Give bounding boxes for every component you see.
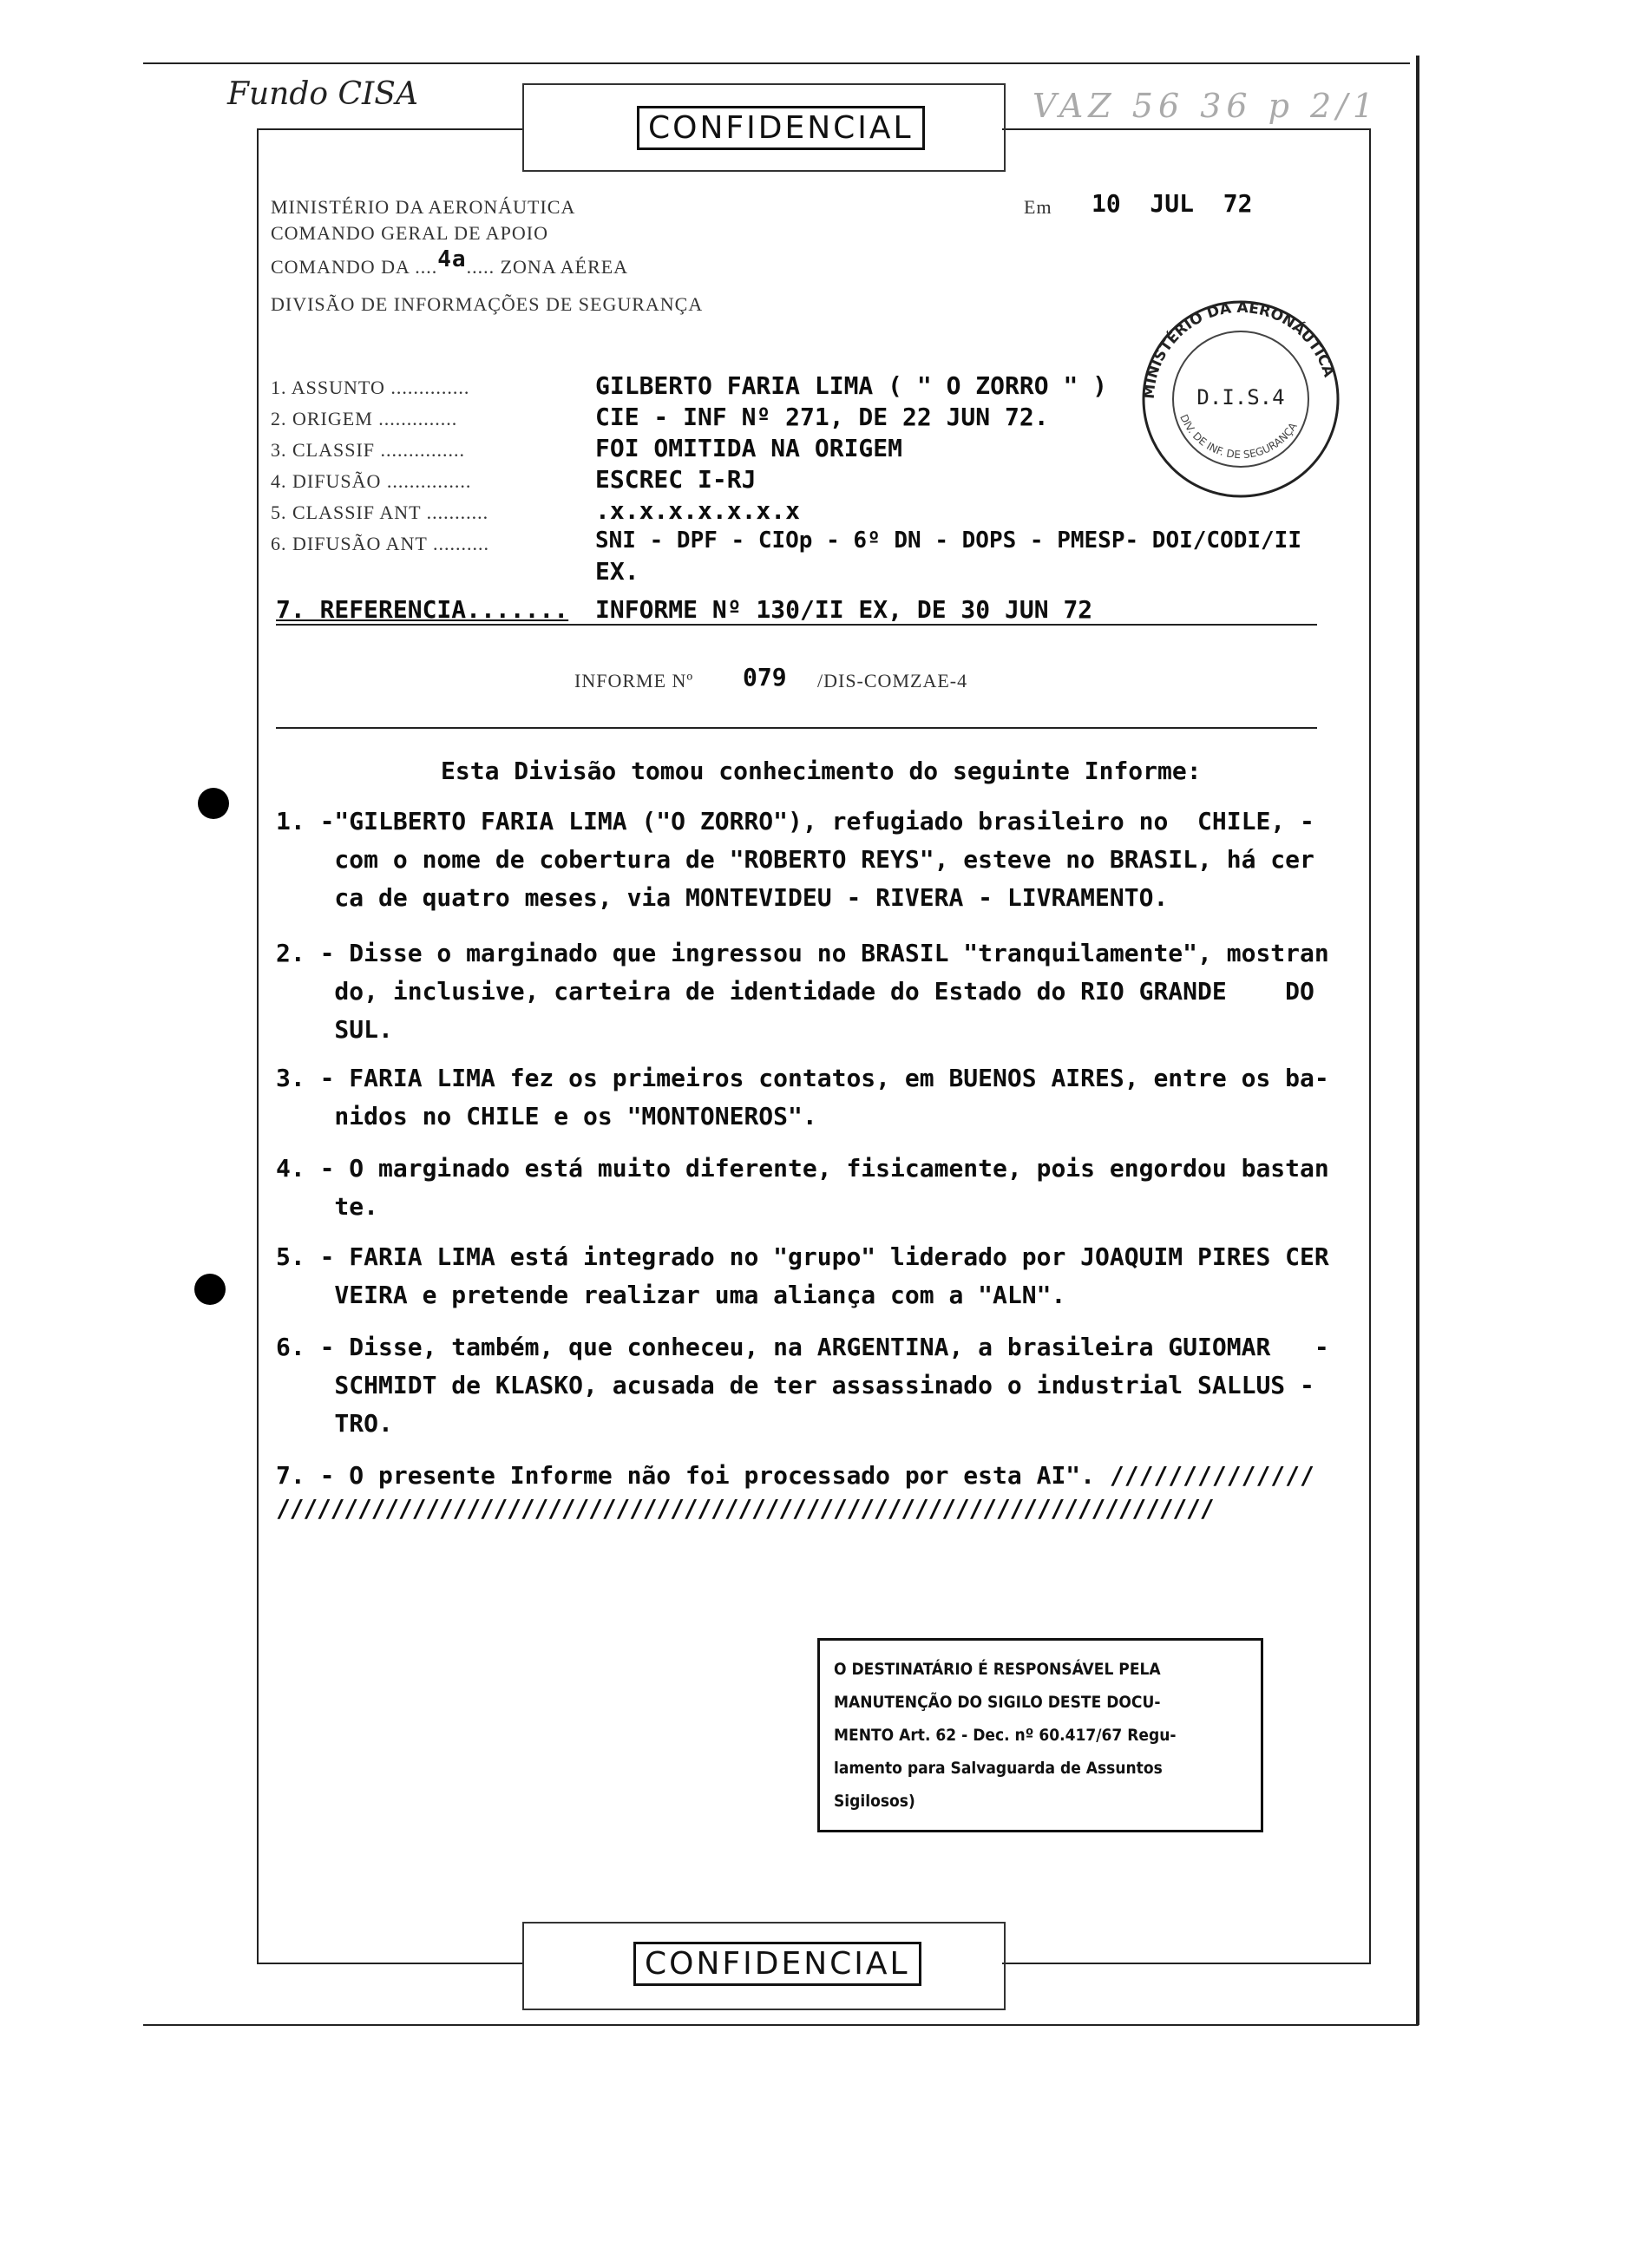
body-line: nidos no CHILE e os "MONTONEROS". [276,1102,817,1130]
body-line: 5. - FARIA LIMA está integrado no "grupo" liderado por JOAQUIM PIRES CER [276,1242,1329,1271]
reference-underline [276,624,1317,626]
seal-bottom-text: DIV. DE INF. DE SEGURANÇA [1177,412,1300,462]
body-line: ca de quatro meses, via MONTEVIDEU - RIVERA - LIVRAMENTO. [276,883,1169,912]
informe-divider [276,727,1317,729]
frame-top-left [257,128,522,130]
header-zone-number: 4a [437,246,467,272]
header-division: DIVISÃO DE INFORMAÇÕES DE SEGURANÇA [271,293,704,315]
field-label-prev-classification: 5. CLASSIF ANT ........... [271,501,489,523]
body-line: TRO. [276,1409,393,1438]
confidential-stamp-bottom: CONFIDENCIAL [633,1942,921,1986]
body-line: 2. - Disse o marginado que ingressou no BRASIL "tranquilamente", mostran [276,939,1329,967]
informe-label: INFORME Nº [574,670,694,691]
notice-line: MANUTENÇÃO DO SIGILO DESTE DOCU- [834,1693,1161,1712]
body-line: ///////////////////////////////////////////////////////////////////// [276,1494,1214,1523]
frame-left [257,128,259,1963]
confidential-stamp-top: CONFIDENCIAL [637,106,925,150]
body-line: 7. - O presente Informe não foi processado por esta AI". ////////////// [276,1461,1314,1490]
informe-number: 079 [743,663,787,691]
body-line: do, inclusive, carteira de identidade do Estado do RIO GRANDE DO [276,977,1314,1006]
field-value-subject: GILBERTO FARIA LIMA ( " O ZORRO " ) [595,371,1108,400]
outer-top-border [143,62,1410,64]
punch-hole-bottom [194,1274,226,1305]
field-value-prev-diffusion: SNI - DPF - CIOp - 6º DN - DOPS - PMESP- DOI/CODI/II [595,528,1301,554]
header-zone-prefix: COMANDO DA .... [271,256,438,278]
handwritten-archive-note: Fundo CISA [227,76,418,112]
reference-label: 7. REFERENCIA....... [276,595,569,624]
frame-right [1369,128,1371,1963]
field-value-origin: CIE - INF Nº 271, DE 22 JUN 72. [595,403,1049,431]
punch-hole-top [198,788,229,819]
field-label-prev-diffusion: 6. DIFUSÃO ANT .......... [271,533,489,554]
outer-bottom-border [143,2024,1419,2026]
header-command: COMANDO GERAL DE APOIO [271,222,549,244]
field-label-subject: 1. ASSUNTO .............. [271,377,470,398]
reference-value: INFORME Nº 130/II EX, DE 30 JUN 72 [595,595,1093,624]
field-label-classification: 3. CLASSIF ............... [271,439,466,461]
handwritten-reference-code: VAZ 56 36 p 2/1 [1032,87,1380,125]
confidentiality-notice [817,1638,1263,1832]
field-value-diffusion: ESCREC I-RJ [595,465,757,494]
frame-bottom-left [257,1963,522,1964]
header-zone-suffix: ..... ZONA AÉREA [466,256,629,278]
field-value-classification: FOI OMITIDA NA ORIGEM [595,434,903,462]
field-label-diffusion: 4. DIFUSÃO ............... [271,470,472,492]
body-line: 4. - O marginado está muito diferente, fisicamente, pois engordou bastan [276,1154,1329,1183]
header-zone [271,246,629,279]
date-value: 10 JUL 72 [1092,189,1253,218]
notice-line: O DESTINATÁRIO É RESPONSÁVEL PELA [834,1660,1161,1679]
body-line: SUL. [276,1015,393,1044]
outer-right-border [1416,56,1419,2025]
body-line: VEIRA e pretende realizar uma aliança com a "ALN". [276,1281,1066,1309]
date-label: Em [1024,196,1052,218]
body-line: 1. -"GILBERTO FARIA LIMA ("O ZORRO"), refugiado brasileiro no CHILE, - [276,807,1314,836]
seal-center-text: D.I.S.4 [1196,385,1285,410]
header-ministry: MINISTÉRIO DA AERONÁUTICA [271,196,576,218]
field-label-origin: 2. ORIGEM .............. [271,408,458,429]
seal-outer-text: MINISTÉRIO DA AERONÁUTICA [1140,298,1338,400]
ministry-seal [1128,286,1354,512]
body-line: te. [276,1192,379,1221]
body-line: SCHMIDT de KLASKO, acusada de ter assassinado o industrial SALLUS - [276,1371,1314,1399]
notice-line: lamento para Salvaguarda de Assuntos [834,1759,1163,1778]
notice-line: MENTO Art. 62 - Dec. nº 60.417/67 Regu- [834,1726,1177,1745]
body-line: com o nome de cobertura de "ROBERTO REYS", esteve no BRASIL, há cer [276,845,1314,874]
body-line: 3. - FARIA LIMA fez os primeiros contatos, em BUENOS AIRES, entre os ba- [276,1064,1329,1092]
body-intro: Esta Divisão tomou conhecimento do seguinte Informe: [441,757,1202,785]
frame-bottom-right [1002,1963,1371,1964]
notice-line: Sigilosos) [834,1792,915,1811]
field-value-prev-diffusion-cont: EX. [595,557,639,586]
field-value-prev-classification: .x.x.x.x.x.x.x [595,496,801,525]
body-line: 6. - Disse, também, que conheceu, na ARGENTINA, a brasileira GUIOMAR - [276,1333,1329,1361]
frame-top-right [1002,128,1371,130]
informe-suffix: /DIS-COMZAE-4 [817,670,968,691]
